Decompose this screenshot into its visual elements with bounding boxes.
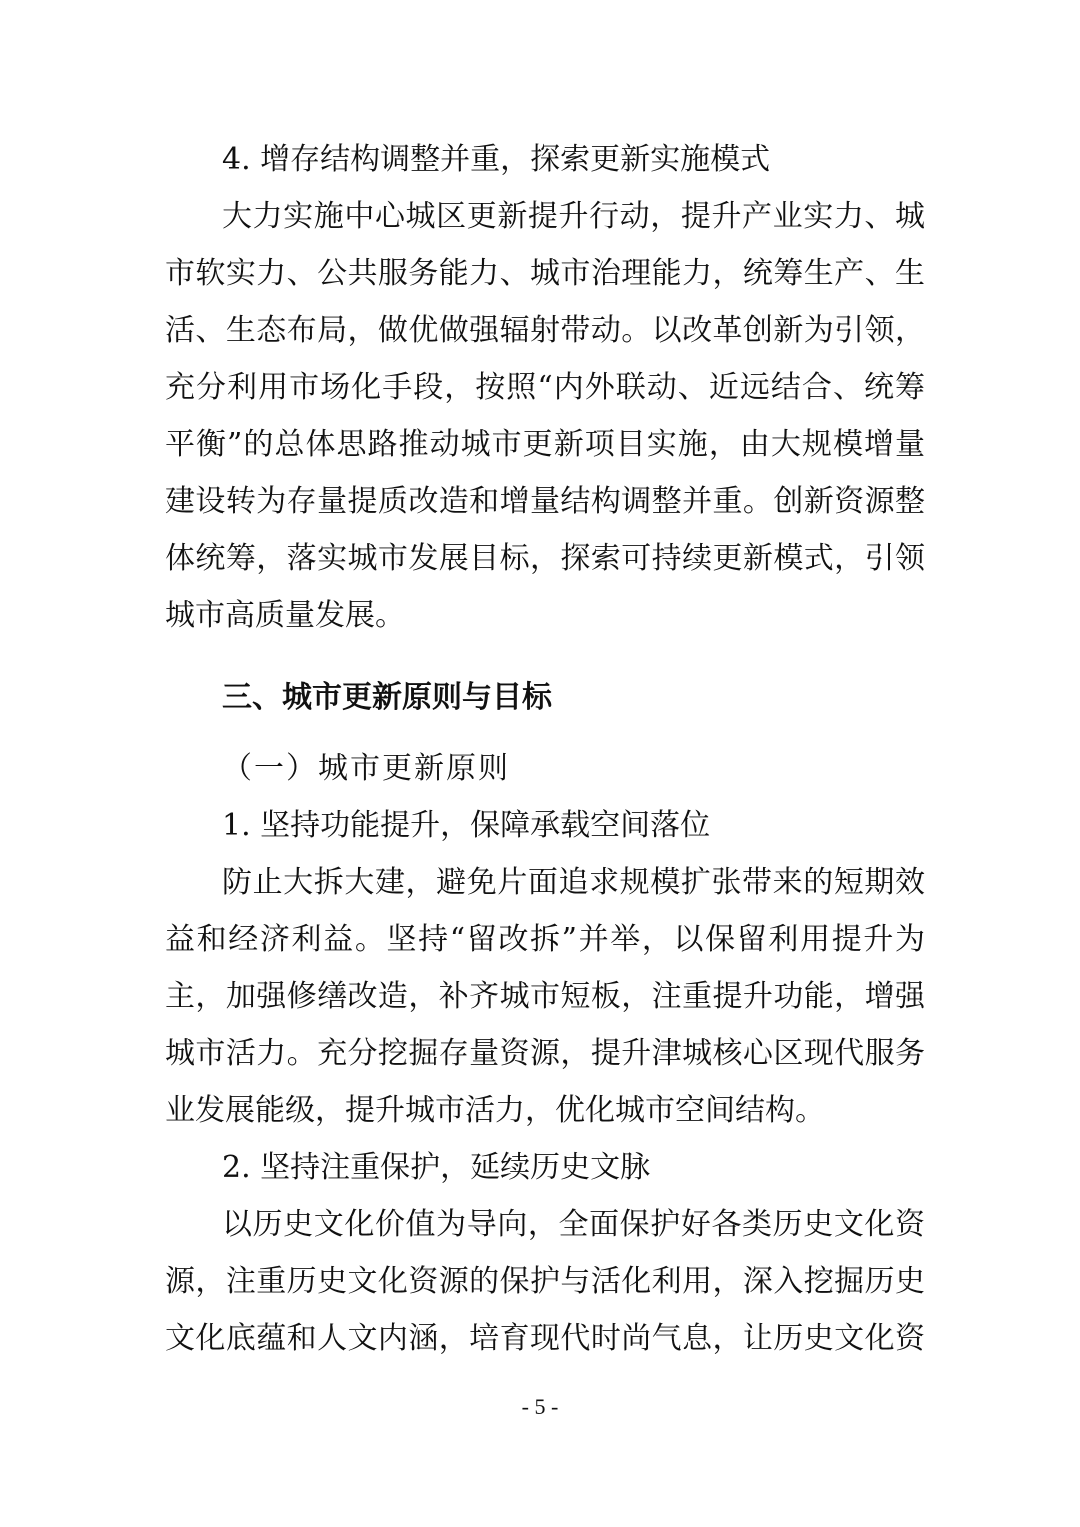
subsection-heading: （一）城市更新原则 [222,751,510,786]
paragraph-line: 益和经济利益。坚持“留改拆”并举，以保留利用提升为 [165,922,925,957]
principle2-heading: 2. 坚持注重保护，延续历史文脉 [222,1150,651,1185]
paragraph-line: 以历史文化价值为导向，全面保护好各类历史文化资 [222,1207,925,1242]
paragraph-line: 文化底蕴和人文内涵，培育现代时尚气息，让历史文化资 [165,1321,925,1356]
paragraph-line: 建设转为存量提质改造和增量结构调整并重。创新资源整 [165,484,925,519]
paragraph-line: 体统筹，落实城市发展目标，探索可持续更新模式，引领 [165,541,925,576]
paragraph-line: 活、生态布局，做优做强辐射带动。以改革创新为引领， [165,313,925,348]
principle1-heading: 1. 坚持功能提升，保障承载空间落位 [222,808,711,843]
paragraph-line: 城市活力。充分挖掘存量资源，提升津城核心区现代服务 [165,1036,925,1071]
section-heading: 三、城市更新原则与目标 [222,680,552,715]
paragraph-line: 源，注重历史文化资源的保护与活化利用，深入挖掘历史 [165,1264,925,1299]
paragraph-line: 大力实施中心城区更新提升行动，提升产业实力、城 [222,199,925,234]
item4-heading: 4. 增存结构调整并重，探索更新实施模式 [222,142,771,177]
paragraph-line: 主，加强修缮改造，补齐城市短板，注重提升功能，增强 [165,979,925,1014]
paragraph-line: 城市高质量发展。 [165,598,405,633]
page-number: - 5 - [521,1394,559,1419]
paragraph-line: 业发展能级，提升城市活力，优化城市空间结构。 [165,1093,825,1128]
paragraph-line: 防止大拆大建，避免片面追求规模扩张带来的短期效 [222,865,925,900]
paragraph-line: 平衡”的总体思路推动城市更新项目实施，由大规模增量 [165,427,925,462]
paragraph-line: 市软实力、公共服务能力、城市治理能力，统筹生产、生 [165,256,925,291]
paragraph-line: 充分利用市场化手段，按照“内外联动、近远结合、统筹 [165,370,925,405]
